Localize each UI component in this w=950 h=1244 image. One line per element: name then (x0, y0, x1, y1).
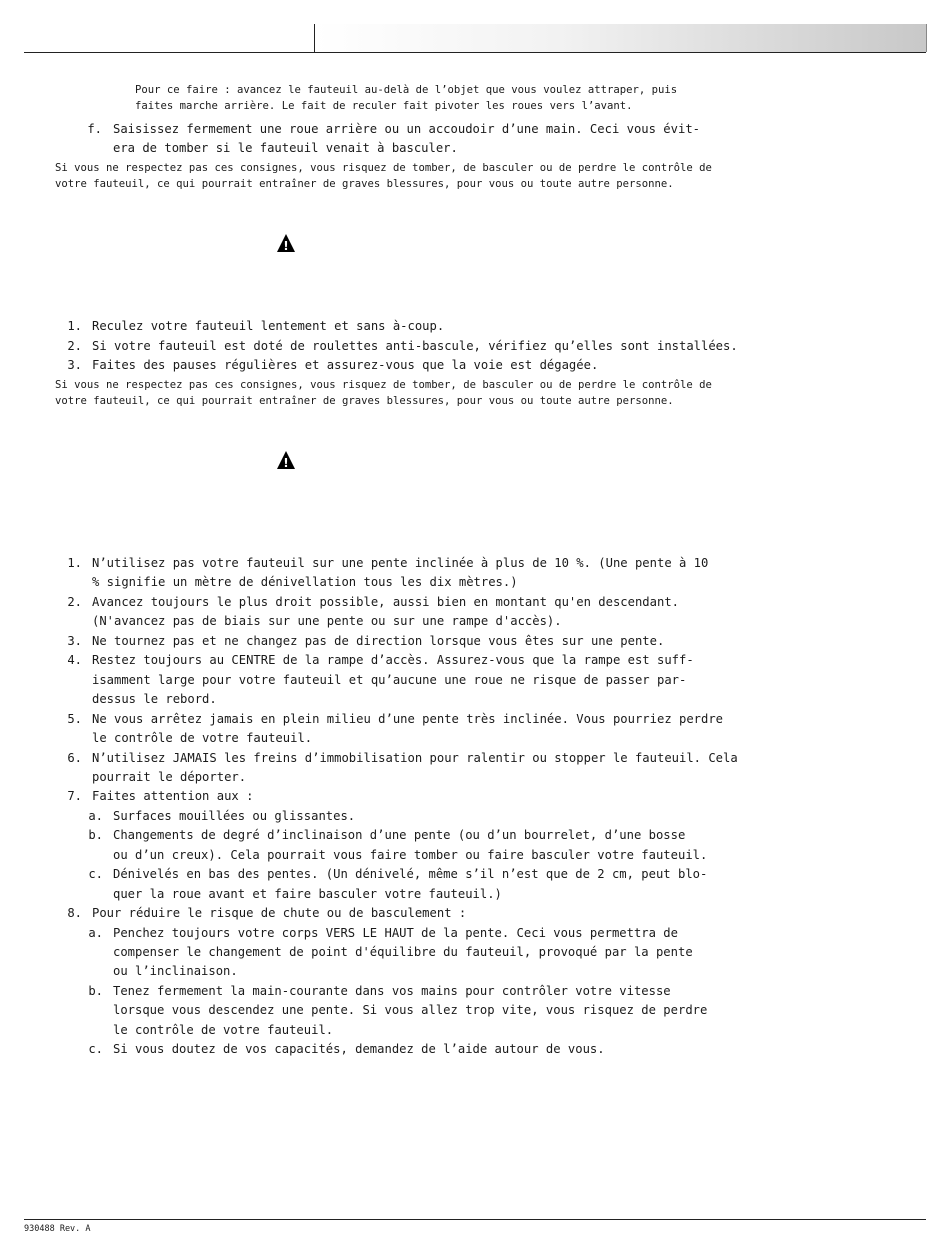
list-marker: 4. (67, 653, 82, 668)
sub-list-item-text: le contrôle de votre fauteuil. (113, 1022, 334, 1037)
sub-list-item-text: Dénivelés en bas des pentes. (Un dénivelé, même s’il n’est que de 2 cm, peut blo- (113, 867, 708, 882)
sub-list-item-text: Surfaces mouillées ou glissantes. (113, 808, 356, 823)
sub-list-item-text: lorsque vous descendez une pente. Si vous allez trop vite, vous risquez de perdre (113, 1003, 708, 1018)
list-item-text: dessus le rebord. (92, 692, 217, 707)
sub-list-item-text: ou l’inclinaison. (113, 964, 238, 979)
list-item-text: Reculez votre fauteuil lentement et sans à-coup. (92, 319, 445, 333)
list-item-text: Saisissez fermement une roue arrière ou un accoudoir d’une main. Ceci vous évit- (113, 122, 700, 136)
list-marker: f. (87, 122, 102, 136)
warning-triangle-icon (276, 450, 296, 470)
list-item-text: N’utilisez JAMAIS les freins d’immobilisation pour ralentir ou stopper le fauteuil. Cela (92, 750, 738, 765)
list-marker: 1. (67, 319, 82, 333)
sub-list-item-text: Penchez toujours votre corps VERS LE HAUT de la pente. Ceci vous permettra de (113, 925, 678, 940)
list-marker: b. (88, 828, 103, 843)
warning-note-line: votre fauteuil, ce qui pourrait entraîner de graves blessures, pour vous ou toute autre personne. (55, 178, 674, 190)
list-marker: 2. (67, 594, 82, 609)
list-item-text: Restez toujours au CENTRE de la rampe d’accès. Assurez-vous que la rampe est suff- (92, 653, 694, 668)
list-item-text: Si votre fauteuil est doté de roulettes anti-bascule, vérifiez qu’elles sont installées. (92, 338, 738, 353)
list-item-text: Ne tournez pas et ne changez pas de direction lorsque vous êtes sur une pente. (92, 633, 665, 648)
sub-list-item-text: quer la roue avant et faire basculer votre fauteuil.) (113, 886, 502, 901)
list-item-text: N’utilisez pas votre fauteuil sur une pente inclinée à plus de 10 %. (Une pente à 10 (92, 556, 709, 570)
list-item-text: le contrôle de votre fauteuil. (92, 731, 313, 746)
list-item-text: pourrait le déporter. (92, 769, 247, 784)
list-item-text: isamment large pour votre fauteuil et qu’aucune une roue ne risque de passer par- (92, 672, 687, 687)
sub-list-item-text: Tenez fermement la main-courante dans vos mains pour contrôler votre vitesse (113, 983, 671, 998)
note-intro-line: Pour ce faire : avancez le fauteuil au-delà de l’objet que vous voulez attraper, puis (135, 84, 678, 96)
list-marker: 2. (67, 338, 82, 353)
list-marker: a. (88, 808, 103, 823)
list-marker: c. (88, 867, 103, 882)
list-marker: 3. (67, 633, 82, 648)
sub-list-item-text: compenser le changement de point d'équilibre du fauteuil, provoqué par la pente (113, 945, 693, 959)
list-item-text: Faites des pauses régulières et assurez-vous que la voie est dégagée. (92, 358, 599, 372)
list-marker: 1. (67, 556, 82, 570)
list-item-text: Pour réduire le risque de chute ou de basculement : (92, 906, 467, 921)
header-divider (314, 24, 315, 53)
list-item-text: era de tomber si le fauteuil venait à basculer. (113, 141, 458, 155)
list-marker: 6. (67, 750, 82, 765)
sub-list-item-text: Changements de degré d’inclinaison d’une pente (ou d’un bourrelet, d’une bosse (113, 828, 686, 843)
list-marker: 7. (67, 789, 82, 804)
header-rule (24, 52, 926, 53)
list-item-text: Avancez toujours le plus droit possible, aussi bien en montant qu'en descendant. (92, 594, 679, 609)
list-marker: 5. (67, 711, 82, 726)
list-item-text: Ne vous arrêtez jamais en plein milieu d’une pente très inclinée. Vous pourriez perdre (92, 711, 724, 726)
footer-doc-id: 930488 Rev. A (24, 1224, 91, 1234)
warning-icon-glyph: ! (283, 239, 289, 253)
sub-list-item-text: ou d’un creux). Cela pourrait vous faire tomber ou faire basculer votre fauteuil. (113, 847, 708, 862)
footer-rule (24, 1219, 926, 1220)
header-shaded-bar (315, 24, 927, 52)
list-item-text: (N'avancez pas de biais sur une pente ou sur une rampe d'accès). (92, 614, 562, 629)
sub-list-item-text: Si vous doutez de vos capacités, demandez de l’aide autour de vous. (113, 1042, 605, 1057)
warning-triangle-icon (276, 233, 296, 253)
warning-note-line: Si vous ne respectez pas ces consignes, vous risquez de tomber, de basculer ou de perdre le contrôle de (55, 162, 712, 174)
warning-note-line: votre fauteuil, ce qui pourrait entraîner de graves blessures, pour vous ou toute autre personne. (55, 395, 674, 407)
list-item-text: Faites attention aux : (92, 789, 254, 804)
note-intro-line: faites marche arrière. Le fait de reculer fait pivoter les roues vers l’avant. (135, 100, 633, 112)
warning-icon-glyph: ! (283, 456, 289, 470)
list-item-text: % signifie un mètre de dénivellation tous les dix mètres.) (92, 575, 518, 590)
list-marker: b. (88, 983, 103, 998)
list-marker: 8. (67, 906, 82, 921)
list-marker: c. (88, 1042, 103, 1057)
warning-note-line: Si vous ne respectez pas ces consignes, vous risquez de tomber, de basculer ou de perdre le contrôle de (55, 379, 712, 391)
list-marker: a. (88, 925, 103, 940)
list-marker: 3. (67, 358, 82, 372)
